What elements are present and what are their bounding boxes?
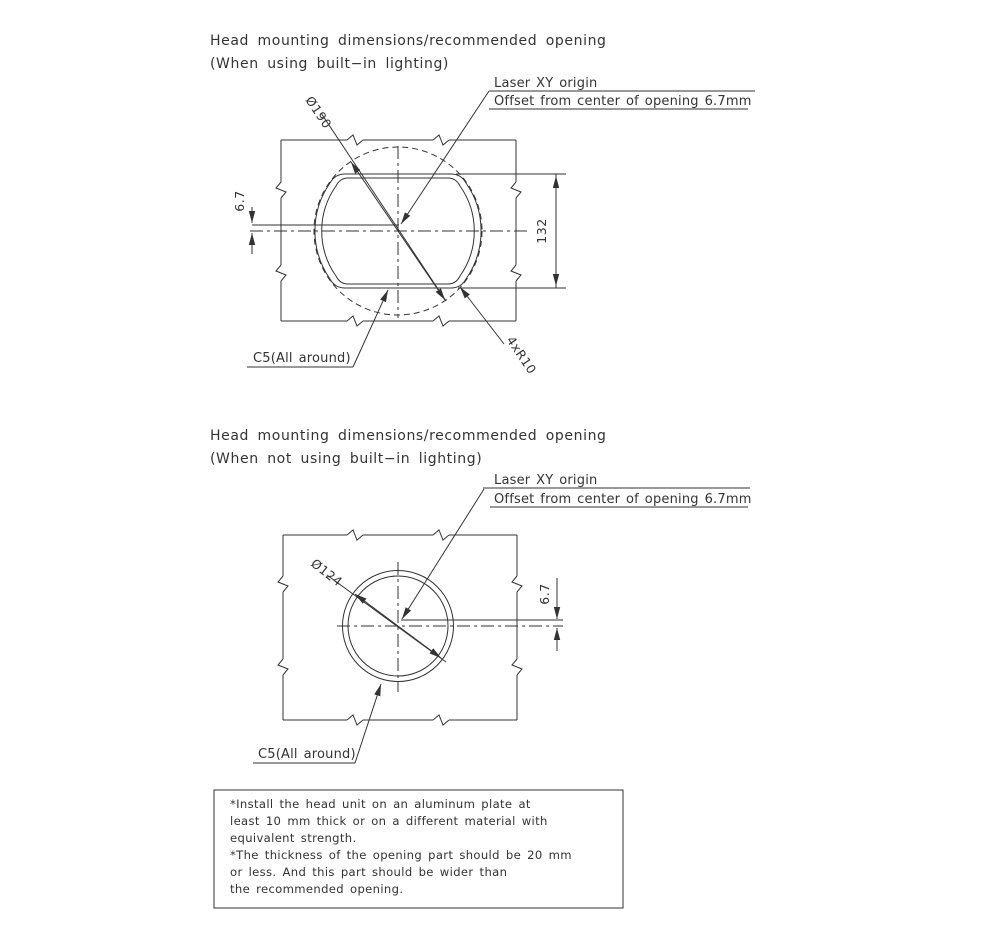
note-line: or less. And this part should be wider than: [230, 865, 508, 879]
note-line: *Install the head unit on an aluminum plate at: [230, 797, 531, 811]
diameter-dim-arrow-upper: [355, 594, 398, 626]
drawing-no-lighting: [210, 428, 752, 763]
diameter-dim-arrow-lower: [398, 626, 441, 658]
corner-radius-label: 4xR10: [503, 333, 540, 377]
drawing1-title-line1: Head mounting dimensions/recommended opening: [210, 33, 607, 49]
note-line: least 10 mm thick or on a different material with: [230, 814, 548, 828]
diameter-dim-arrow-lower: [398, 231, 445, 300]
diameter-dim-line: [321, 113, 446, 301]
chamfer-label: C5(All around): [253, 351, 351, 366]
laser-offset-label: Offset from center of opening 6.7mm: [494, 492, 752, 507]
height-dim-label: 132: [534, 218, 549, 244]
offset-dim-label: 6.7: [232, 190, 247, 212]
drawing2-title-line1: Head mounting dimensions/recommended opening: [210, 428, 607, 444]
chamfer-leader: [353, 290, 388, 367]
note-line: the recommended opening.: [230, 882, 404, 896]
notes-box: [214, 790, 623, 908]
diameter-dim-label: Ø190: [302, 93, 335, 132]
drawing-built-in-lighting: [210, 33, 755, 377]
laser-origin-label: Laser XY origin: [494, 76, 598, 91]
corner-radius-leader: [460, 287, 504, 344]
laser-leader-line: [402, 489, 484, 619]
offset-dim-label: 6.7: [537, 583, 552, 605]
note-line: equivalent strength.: [230, 831, 357, 845]
laser-leader-line: [401, 91, 489, 224]
drawing1-title-line2: (When using built−in lighting): [210, 56, 449, 72]
drawing2-title-line2: (When not using built−in lighting): [210, 451, 483, 467]
laser-origin-label: Laser XY origin: [494, 473, 598, 488]
laser-offset-label: Offset from center of opening 6.7mm: [494, 94, 752, 109]
diameter-dim-arrow-upper: [351, 162, 398, 231]
diameter-dim-label: Ø124: [308, 555, 346, 590]
chamfer-label: C5(All around): [258, 747, 356, 762]
note-line: *The thickness of the opening part should be 20 mm: [230, 848, 572, 862]
